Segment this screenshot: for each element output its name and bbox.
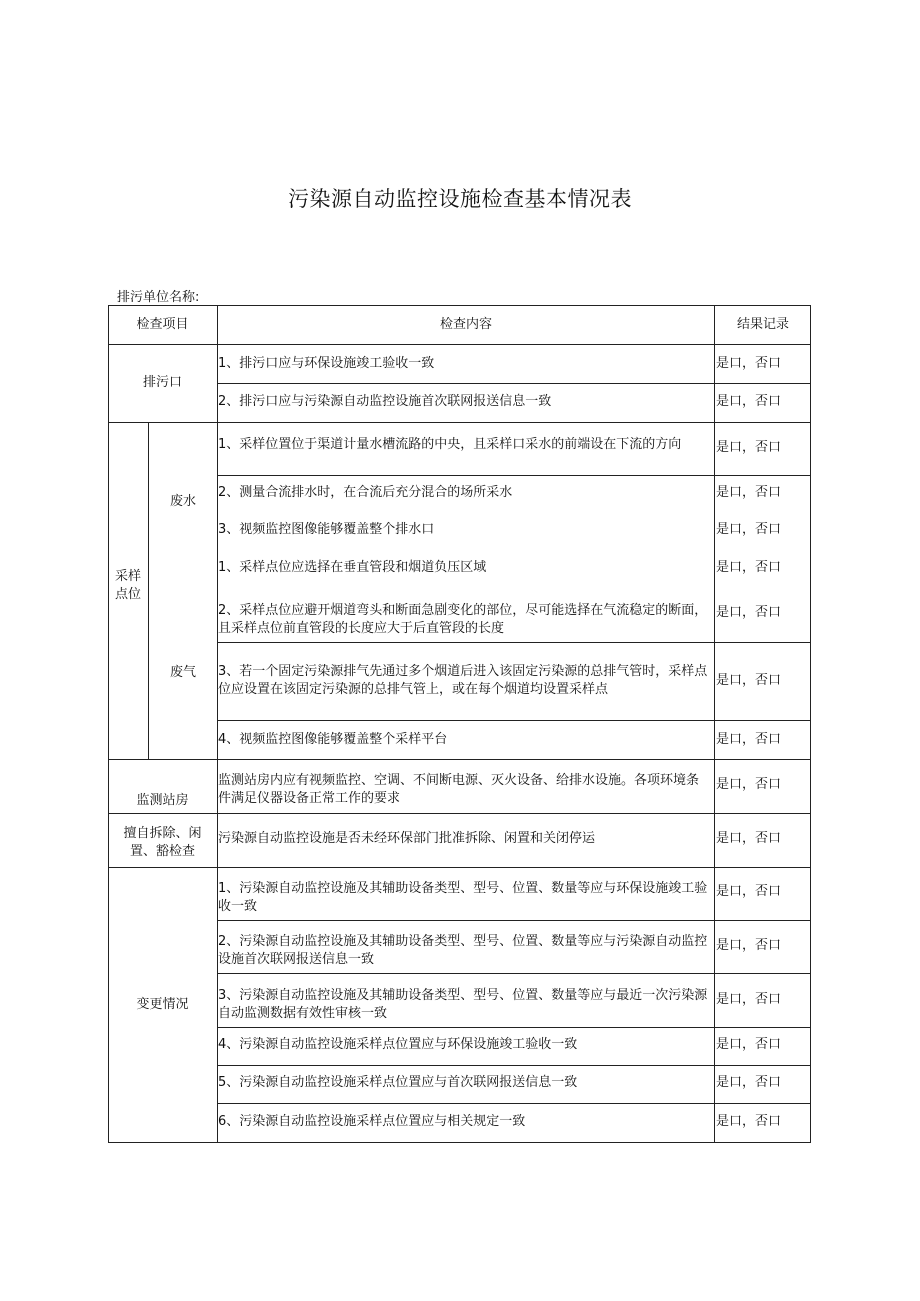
change-row-6: 6、污染源自动监控设施采样点位置应与相关规定一致 (218, 1114, 526, 1129)
change-row-5: 5、污染源自动监控设施采样点位置应与首次联网报送信息一致 (218, 1075, 578, 1090)
section-removal-label: 擅自拆除、闲置、豁检查 (123, 826, 202, 859)
result-checkbox[interactable]: 是口，否口 (716, 394, 782, 409)
section-change-label: 变更情况 (136, 997, 189, 1012)
section-sampling-label: 采样 点位 (114, 569, 141, 602)
station-row-1: 监测站房内应有视频监控、空调、不间断电源、灭火设备、给排水设施。各项环境条件满足仪器设备正常工作的要求 (218, 773, 700, 806)
wastewater-row-1: 1、采样位置位于渠道计量水槽流路的中央，且采样口采水的前端设在下流的方向 (218, 437, 682, 452)
result-checkbox[interactable]: 是口，否口 (716, 485, 782, 500)
result-checkbox[interactable]: 是口，否口 (716, 440, 782, 455)
result-checkbox[interactable]: 是口，否口 (716, 560, 782, 575)
header-result: 结果记录 (736, 317, 789, 332)
change-row-2: 2、污染源自动监控设施及其辅助设备类型、型号、位置、数量等应与污染源自动监控设施首次联网报送信息一致 (218, 934, 708, 967)
wastewater-row-3: 3、视频监控图像能够覆盖整个排水口 (218, 522, 435, 537)
section-outlet-label: 排污口 (142, 375, 182, 390)
change-row-1: 1、污染源自动监控设施及其辅助设备类型、型号、位置、数量等应与环保设施竣工验收一致 (218, 881, 708, 914)
outlet-row-1: 1、排污口应与环保设施竣工验收一致 (218, 356, 435, 371)
result-checkbox[interactable]: 是口，否口 (716, 777, 782, 792)
wastewater-label: 废水 (169, 494, 196, 509)
header-content: 检查内容 (439, 317, 492, 332)
result-checkbox[interactable]: 是口，否口 (716, 356, 782, 371)
result-checkbox[interactable]: 是口，否口 (716, 522, 782, 537)
exhaust-row-1: 1、采样点位应选择在垂直管段和烟道负压区域 (218, 560, 487, 575)
result-checkbox[interactable]: 是口，否口 (716, 992, 782, 1007)
result-checkbox[interactable]: 是口，否口 (716, 938, 782, 953)
exhaust-row-4: 4、视频监控图像能够覆盖整个采样平台 (218, 732, 448, 747)
section-station-label: 监测站房 (136, 793, 189, 808)
result-checkbox[interactable]: 是口，否口 (716, 1114, 782, 1129)
inspection-table (108, 305, 811, 1143)
change-row-3: 3、污染源自动监控设施及其辅助设备类型、型号、位置、数量等应与最近一次污染源自动监测数据有效性审核一致 (218, 988, 708, 1021)
removal-row-1: 污染源自动监控设施是否未经环保部门批准拆除、闲置和关闭停运 (218, 831, 596, 846)
page-title: 污染源自动监控设施检查基本情况表 (288, 187, 632, 211)
result-checkbox[interactable]: 是口，否口 (716, 1037, 782, 1052)
outlet-row-2: 2、排污口应与污染源自动监控设施首次联网报送信息一致 (218, 394, 552, 409)
wastewater-row-2: 2、测量合流排水时，在合流后充分混合的场所采水 (218, 485, 513, 500)
exhaust-row-3: 3、若一个固定污染源排气先通过多个烟道后进入该固定污染源的总排气管时，采样点位应设置在该固定污染源的总排气管上，或在每个烟道均设置采样点 (218, 664, 708, 697)
result-checkbox[interactable]: 是口，否口 (716, 1075, 782, 1090)
exhaust-row-2: 2、采样点位应避开烟道弯头和断面急剧变化的部位，尽可能选择在气流稳定的断面，且采样点位前直管段的长度应大于后直管段的长度 (218, 603, 708, 636)
exhaust-label: 废气 (169, 665, 196, 680)
result-checkbox[interactable]: 是口，否口 (716, 605, 782, 620)
header-item: 检查项目 (136, 317, 189, 332)
result-checkbox[interactable]: 是口，否口 (716, 732, 782, 747)
result-checkbox[interactable]: 是口，否口 (716, 831, 782, 846)
unit-name-label: 排污单位名称: (117, 290, 200, 305)
result-checkbox[interactable]: 是口，否口 (716, 673, 782, 688)
change-row-4: 4、污染源自动监控设施采样点位置应与环保设施竣工验收一致 (218, 1037, 578, 1052)
result-checkbox[interactable]: 是口，否口 (716, 884, 782, 899)
